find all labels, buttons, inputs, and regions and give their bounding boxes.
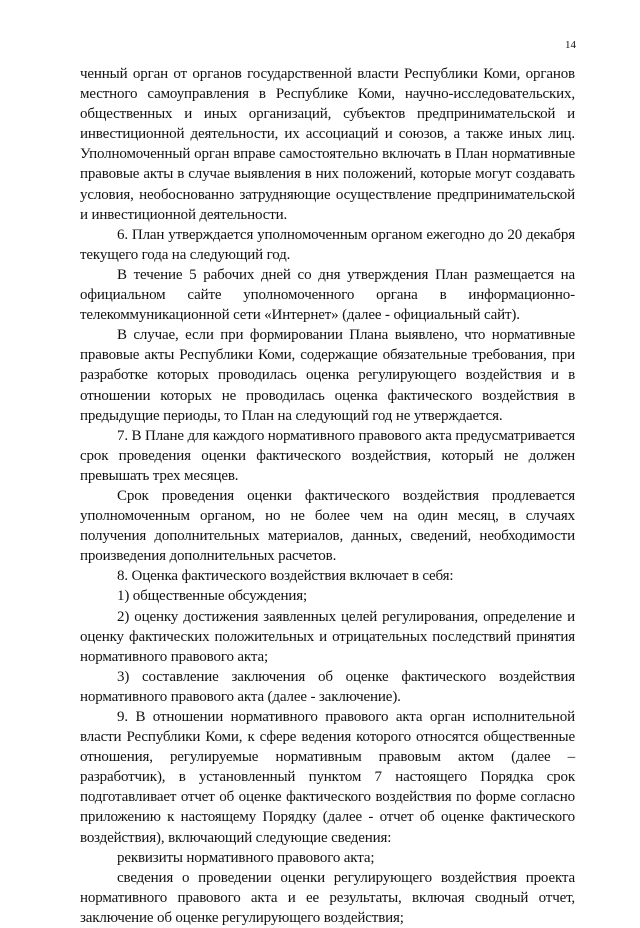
paragraph-plan-not-approved: В случае, если при формировании Плана выявлено, что нормативные правовые акты Республики Коми, содержащие обязательные требования, при разработке которых проводилась оценка регулирующего воздействия и в отношении которых не проводилась оценка фактического воздействия в предыдущие периоды, то План на следующий год не утверждается. — [80, 327, 575, 424]
page-number: 14 — [565, 39, 576, 51]
paragraph-term-extension: Срок проведения оценки фактического воздействия продлевается уполномоченным органом, но не более чем на один месяц, в случаях получения дополнительных материалов, данных, сведений, необходимости произведения дополнительных расчетов. — [80, 487, 575, 565]
paragraph-details-assessment: сведения о проведении оценки регулирующего воздействия проекта нормативного правового акта и ее результаты, включая сводный отчет, заключение об оценке регулирующего воздействия; — [80, 869, 575, 926]
paragraph-item-6: 6. План утверждается уполномоченным органом ежегодно до 20 декабря текущего года на следующий год. — [80, 226, 575, 263]
paragraph-item-8: 8. Оценка фактического воздействия включает в себя: — [117, 568, 454, 585]
paragraph-subitem-3: 3) составление заключения об оценке фактического воздействия нормативного правового акта (далее - заключение). — [80, 668, 575, 705]
paragraph-subitem-2: 2) оценку достижения заявленных целей регулирования, определение и оценку фактических положительных и отрицательных последствий принятия нормативного правового акта; — [80, 608, 575, 665]
paragraph-item-7: 7. В Плане для каждого нормативного правового акта предусматривается срок проведения оценки фактического воздействия, который не должен превышать трех месяцев. — [80, 427, 575, 484]
paragraph-publication: В течение 5 рабочих дней со дня утверждения План размещается на официальном сайте уполномоченного органа в информационно-телекоммуникационной сети «Интернет» (далее - официальный сайт). — [80, 266, 575, 324]
paragraph-subitem-1: 1) общественные обсуждения; — [117, 588, 307, 605]
document-body — [80, 64, 575, 928]
paragraph-details-requisites: реквизиты нормативного правового акта; — [117, 849, 375, 866]
paragraph-continuation: ченный орган от органов государственной власти Республики Коми, органов местного самоуправления в Республике Коми, научно-исследовательских, общественных и иных организаций, субъектов предпринимательской и инвестиционной деятельности, их ассоциаций и союзов, а также иных лиц. Уполномоченный орган вправе самостоятельно включать в План нормативные правовые акты в случае выявления в них положений, которые могут создавать условия, необоснованно затрудняющие осуществление предпринимательской и инвестиционной деятельности. — [80, 66, 575, 223]
paragraph-item-9: 9. В отношении нормативного правового акта орган исполнительной власти Республики Коми, к сфере ведения которого относятся общественные отношения, регулируемые нормативным правовым актом (далее – разработчик), в установленный пунктом 7 настоящего Порядка срок подготавливает отчет об оценке фактического воздействия по форме согласно приложению к настоящему Порядку (далее - отчет об оценке фактического воздействия), включающий следующие сведения: — [80, 709, 575, 846]
